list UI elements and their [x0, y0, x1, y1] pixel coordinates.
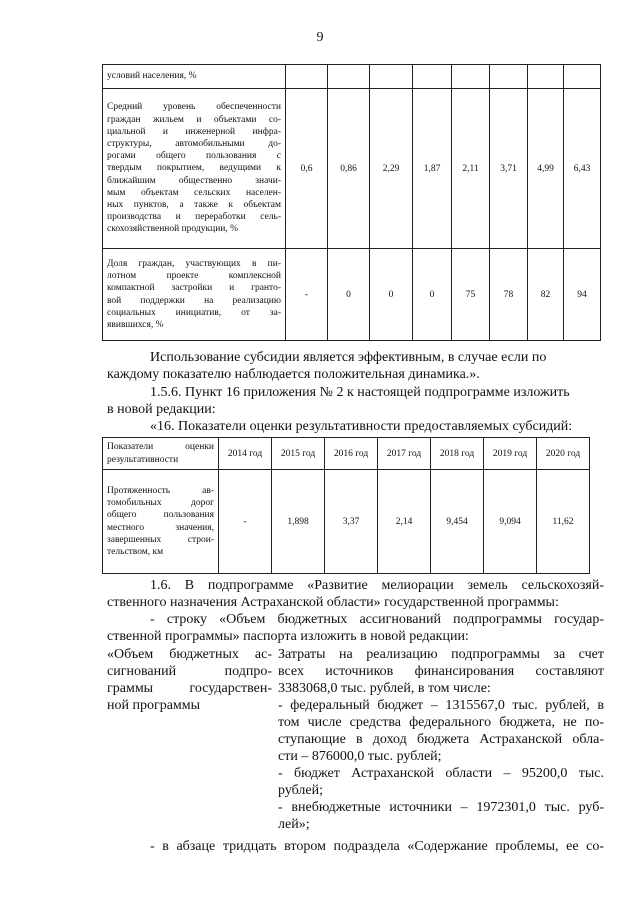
paragraph-line: «16. Показатели оценки результативности предоставляемых субсидий: [150, 419, 573, 434]
paragraph-line: ственной программы» паспорта изложить в новой редакции: [107, 629, 469, 644]
table-row [103, 65, 601, 89]
row-label: условий населения, % [103, 65, 286, 89]
value-cell: 0 [328, 249, 370, 341]
passport-row-value: Затраты на реализацию подпрограммы за счет всех источников финансирования составляют 3383068,0 тыс. рублей, в том числе: - федеральный бюджет – 1315567,0 тыс. рублей, в том числе средства федерального бюджета, не по- ступающие в доход бюджета Астраханской обла- сти – 876000,0 тыс. рублей; - бюджет Астраханской области – 95200,0 тыс. рублей; - внебюджетные источники – 1972301,0 тыс. руб- лей»; [278, 647, 604, 832]
paragraph-line: в новой редакции: [107, 402, 216, 417]
indicators-table-continued [102, 64, 601, 341]
value-cell: 2,29 [370, 89, 413, 249]
year-header: 2020 год [537, 438, 590, 470]
value-cell: 94 [564, 249, 601, 341]
table-header-row [103, 438, 590, 470]
page-number: 9 [316, 30, 324, 45]
value-cell: 1,87 [413, 89, 452, 249]
table-row [103, 470, 590, 574]
value-cell: 2,14 [378, 470, 431, 574]
value-cell: 2,11 [452, 89, 490, 249]
value-cell: 9,454 [431, 470, 484, 574]
year-header: 2017 год [378, 438, 431, 470]
paragraph-line: 1.5.6. Пункт 16 приложения № 2 к настоящей подпрограмме изложить [150, 385, 570, 400]
row-label: Доля граждан, участвующих в пи- лотном проекте комплексной компактной застройки и гранто- вой поддержки на реализацию социальных инициатив, от за- явившихся, % [103, 249, 286, 341]
value-cell: - [219, 470, 272, 574]
value-cell: 0,6 [286, 89, 328, 249]
paragraph-line: - строку «Объем бюджетных ассигнований подпрограммы государ- [150, 612, 604, 627]
year-header: 2019 год [484, 438, 537, 470]
value-cell: 1,898 [272, 470, 325, 574]
value-cell: 75 [452, 249, 490, 341]
value-cell: 0,86 [328, 89, 370, 249]
paragraph-line: - в абзаце тридцать втором подраздела «Содержание проблемы, ее со- [150, 839, 604, 854]
paragraph-line: Использование субсидии является эффективным, в случае если по [150, 350, 547, 365]
value-cell: 4,99 [528, 89, 564, 249]
table-row [103, 249, 601, 341]
year-header: 2014 год [219, 438, 272, 470]
row-label: Средний уровень обеспеченности граждан жильем и объектами со- циальной и инженерной инфра- структуры, автомобильными до- рогами общего пользования с твердым покрытием, ведущими к ближайшим общественно значи- мым объектам сельских населен- ных пунктов, а также к объектам производства и переработки сель- скохозяйственной продукции, % [103, 89, 286, 249]
value-cell: 9,094 [484, 470, 537, 574]
year-header: 2018 год [431, 438, 484, 470]
paragraph-line: каждому показателю наблюдается положительная динамика.». [107, 367, 480, 382]
value-cell: - [286, 249, 328, 341]
value-cell: 82 [528, 249, 564, 341]
table-row [103, 89, 601, 249]
paragraph-line: 1.6. В подпрограмме «Развитие мелиорации земель сельскохозяй- [150, 578, 604, 593]
value-cell: 6,43 [564, 89, 601, 249]
year-header: 2015 год [272, 438, 325, 470]
paragraph-line: ственного назначения Астраханской области» государственной программы: [107, 595, 559, 610]
value-cell: 78 [490, 249, 528, 341]
row-label: Протяженность ав- томобильных дорог общего пользования местного значения, завершенных строи- тельством, км [103, 470, 219, 574]
passport-row-label: «Объем бюджетных ас- сигнований подпро- граммы государствен- ной программы [107, 647, 272, 713]
value-cell: 3,71 [490, 89, 528, 249]
value-cell: 0 [370, 249, 413, 341]
year-header: 2016 год [325, 438, 378, 470]
header-label: Показатели оценки результативности [103, 438, 219, 470]
value-cell: 3,37 [325, 470, 378, 574]
value-cell: 0 [413, 249, 452, 341]
value-cell: 11,62 [537, 470, 590, 574]
subsidy-results-table [102, 437, 590, 574]
